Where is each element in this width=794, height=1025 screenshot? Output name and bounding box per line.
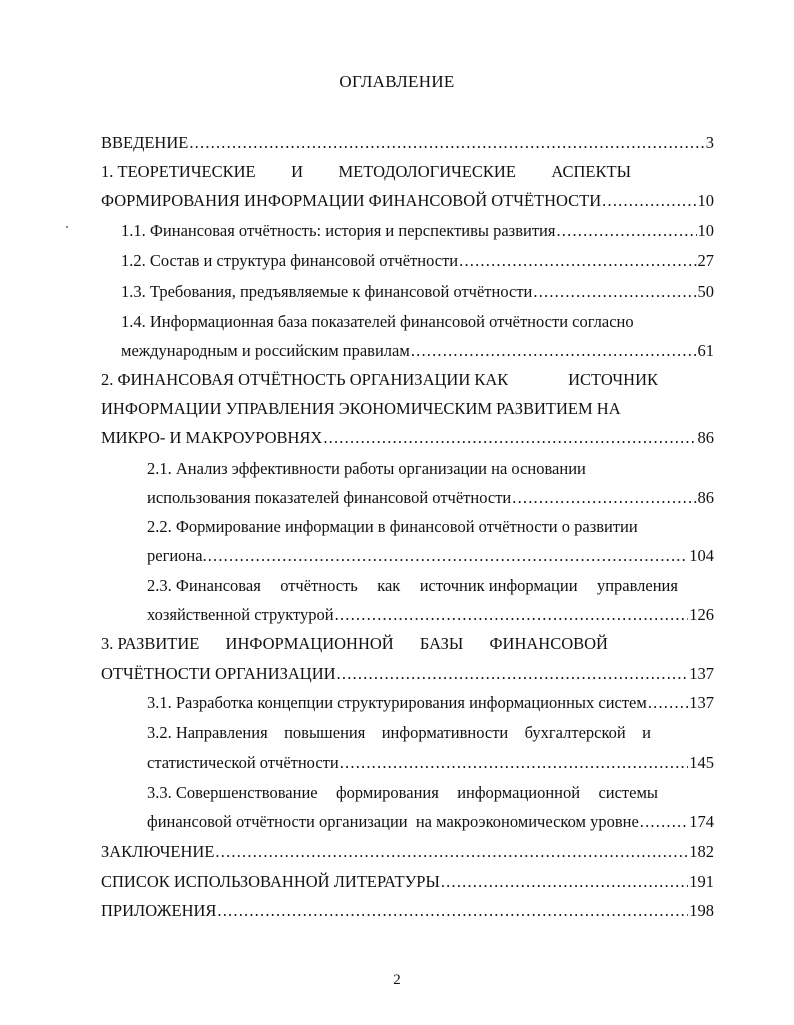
toc-chapter-3-heading[interactable] [101,633,608,655]
toc-entry-section-1-4[interactable] [121,340,714,362]
toc-entry-label: международным и российским правилам [121,341,410,360]
toc-section-3-3-heading[interactable] [147,782,658,804]
toc-entry-label: использования показателей финансовой отчётности [147,488,512,507]
toc-page-number: 3 [705,133,714,152]
dot-leader [335,604,689,626]
dot-leader [648,692,688,714]
toc-entry-label: 1.3. Требования, предъявляемые к финансовой отчётности [121,282,533,301]
toc-entry-section-2-1[interactable] [147,487,714,509]
toc-page-number: 50 [697,282,714,301]
toc-entry-appendix[interactable] [101,900,714,922]
toc-page-number: 174 [689,812,714,831]
heading-word: повышения [284,723,366,742]
toc-entry-section-1-1[interactable] [121,220,714,242]
heading-word: 3.3. Совершенствование [147,783,318,802]
toc-entry-section-3-3[interactable] [147,811,714,833]
heading-word: управления [596,576,678,595]
toc-entry-label: ИНФОРМАЦИИ УПРАВЛЕНИЯ ЭКОНОМИЧЕСКИМ РАЗВИТИЕМ НА [101,399,621,418]
toc-entry-label: 1.1. Финансовая отчётность: история и перспективы развития [121,221,556,240]
toc-chapter-2-heading[interactable] [101,369,658,391]
toc-page-number: 104 [689,546,714,565]
toc-entry-section-1-3[interactable] [121,281,714,303]
heading-word: 2.3. Финансовая [147,576,261,595]
toc-entry-label: региона. [147,546,207,565]
dot-leader [217,900,688,922]
toc-page-number: 126 [689,605,714,624]
toc-page-number: 182 [689,842,714,861]
heading-word: ФИНАНСОВОЙ [489,634,608,653]
dot-leader [459,250,696,272]
toc-entry-label: 3.1. Разработка концепции структурирования информационных систем [147,693,647,712]
toc-entry-label: финансовой отчётности организации на макроэкономическом уровне [147,812,639,831]
toc-entry-label: 2.2. Формирование информации в финансовой отчётности о развитии [147,517,638,536]
dot-leader [533,281,696,303]
heading-word: отчётность [280,576,358,595]
heading-word: 3. РАЗВИТИЕ [101,634,200,653]
toc-entry-label: ПРИЛОЖЕНИЯ [101,901,217,920]
toc-page-number: 137 [689,693,714,712]
dot-leader [640,811,688,833]
heading-word: системы [598,783,658,802]
toc-entry-section-3-2[interactable] [147,752,714,774]
heading-word: 3.2. Направления [147,723,268,742]
heading-word: АСПЕКТЫ [551,162,631,181]
heading-word: информативности [381,723,509,742]
toc-entry-label: ВВЕДЕНИЕ [101,133,189,152]
toc-page-number: 10 [697,221,714,240]
toc-page-number: 86 [697,488,714,507]
dot-leader [441,871,688,893]
toc-page-number: 86 [697,428,714,447]
toc-page-number: 198 [689,901,714,920]
heading-word: формирования [335,783,439,802]
heading-word: 2. ФИНАНСОВАЯ ОТЧЁТНОСТЬ ОРГАНИЗАЦИИ КАК [101,370,509,389]
dot-leader [556,220,696,242]
toc-page-number: 191 [689,872,714,891]
toc-entry-chapter-2[interactable] [101,427,714,449]
toc-entry-label: ФОРМИРОВАНИЯ ИНФОРМАЦИИ ФИНАНСОВОЙ ОТЧЁТНОСТИ [101,191,602,210]
toc-section-3-2-heading[interactable] [147,722,651,744]
toc-section-2-2-heading[interactable] [147,516,714,538]
toc-section-2-1-heading[interactable] [147,458,714,480]
dot-leader [189,132,704,154]
heading-word: МЕТОДОЛОГИЧЕСКИЕ [338,162,516,181]
toc-chapter-1-heading[interactable] [101,161,631,183]
toc-entry-section-3-1[interactable] [147,692,714,714]
dot-leader [323,427,696,449]
toc-page-number: 61 [697,341,714,360]
toc-entry-chapter-1[interactable] [101,190,714,212]
heading-word: информационной [457,783,581,802]
toc-entry-section-2-2[interactable] [147,545,714,567]
heading-word: 1. ТЕОРЕТИЧЕСКИЕ [101,162,256,181]
toc-entry-conclusion[interactable] [101,841,714,863]
dot-leader [512,487,696,509]
heading-word: бухгалтерской [524,723,626,742]
toc-entry-label: МИКРО- И МАКРОУРОВНЯХ [101,428,323,447]
dot-leader [602,190,696,212]
dot-leader [208,545,689,567]
dot-leader [340,752,689,774]
page-title: ОГЛАВЛЕНИЕ [339,72,455,91]
toc-entry-chapter-3[interactable] [101,663,714,685]
scan-speck [66,226,68,228]
heading-word: ИСТОЧНИК [568,370,658,389]
toc-entry-label: ЗАКЛЮЧЕНИЕ [101,842,215,861]
toc-section-1-4-heading[interactable] [121,311,714,333]
heading-word: источник информации [419,576,578,595]
toc-section-2-3-heading[interactable] [147,575,678,597]
heading-word: и [642,723,651,742]
toc-entry-label: 1.2. Состав и структура финансовой отчётности [121,251,459,270]
toc-page-number: 145 [689,753,714,772]
heading-word: как [377,576,401,595]
toc-entry-label: 1.4. Информационная база показателей финансовой отчётности согласно [121,312,634,331]
toc-entry-section-1-2[interactable] [121,250,714,272]
toc-page-number: 10 [697,191,714,210]
toc-page-number: 137 [689,664,714,683]
toc-entry-section-2-3[interactable] [147,604,714,626]
dot-leader [411,340,697,362]
toc-entry-label: ОТЧЁТНОСТИ ОРГАНИЗАЦИИ [101,664,336,683]
heading-word: ИНФОРМАЦИОННОЙ [225,634,394,653]
toc-entry-label: хозяйственной структурой [147,605,334,624]
page-number: 2 [393,972,401,988]
toc-page-number: 27 [697,251,714,270]
toc-entry-introduction[interactable] [101,132,714,154]
toc-entry-label: 2.1. Анализ эффективности работы организации на основании [147,459,586,478]
toc-entry-label: статистической отчётности [147,753,339,772]
dot-leader [215,841,688,863]
heading-word: БАЗЫ [419,634,464,653]
toc-entry-references[interactable] [101,871,714,893]
toc-chapter-2-heading-line[interactable] [101,398,714,420]
toc-entry-label: СПИСОК ИСПОЛЬЗОВАННОЙ ЛИТЕРАТУРЫ [101,872,440,891]
dot-leader [337,663,689,685]
heading-word: И [291,162,304,181]
